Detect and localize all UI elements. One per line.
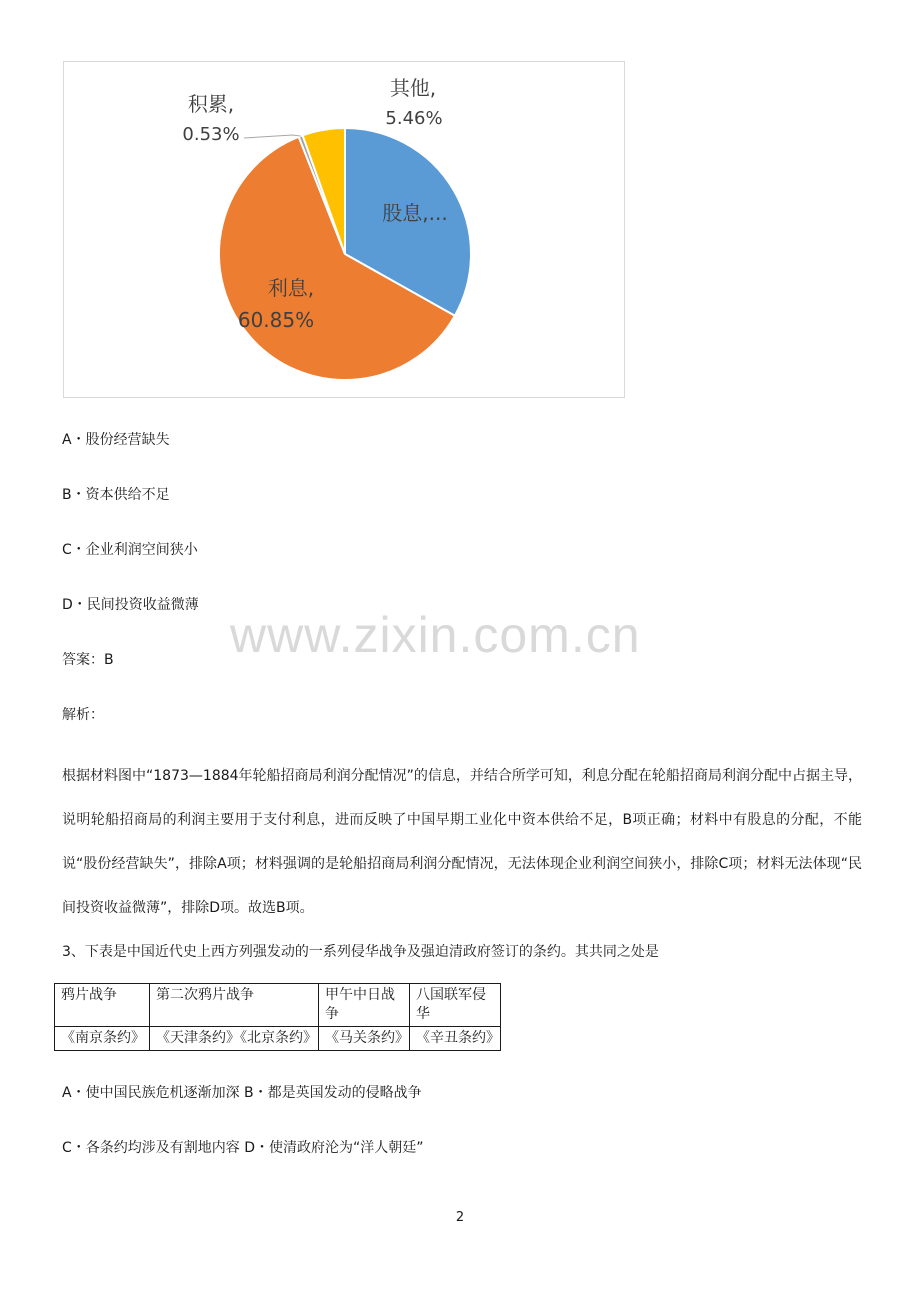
data-label-interest-value: 60.85%: [237, 308, 315, 332]
q3-options-line2: C・各条约均涉及有割地内容 D・使清政府沦为“洋人朝廷”: [62, 1140, 424, 1156]
pie-chart-svg: [64, 62, 624, 397]
treaty-cell: 《南京条约》: [55, 1027, 150, 1051]
option-a: A・股份经营缺失: [62, 432, 170, 448]
data-label-accumulation: 积累,: [187, 92, 235, 116]
page-number: 2: [455, 1210, 465, 1225]
pie-chart: [63, 61, 625, 398]
data-label-dividend: 股息,...: [382, 201, 448, 225]
treaty-cell: 《马关条约》: [319, 1027, 410, 1051]
data-label-interest: 利息,: [267, 276, 315, 300]
option-d: D・民间投资收益微薄: [62, 597, 199, 613]
table-row: [55, 984, 501, 1027]
war-cell: 甲午中日战争: [319, 984, 410, 1027]
watermark: www.zixin.com.cn: [230, 607, 641, 663]
answer: 答案：B: [62, 652, 114, 668]
treaty-cell: 《天津条约》《北京条约》: [150, 1027, 319, 1051]
option-c: C・企业利润空间狭小: [62, 542, 198, 558]
q3-options-line1: A・使中国民族危机逐渐加深 B・都是英国发动的侵略战争: [62, 1085, 422, 1101]
treaty-table: [54, 983, 501, 1051]
analysis-text: 根据材料图中“1873—1884年轮船招商局利润分配情况”的信息，并结合所学可知，利息分配在轮船招商局利润分配中占据主导，说明轮船招商局的利润主要用于支付利息，进而反映了中国早期工业化中资本供给不足，B项正确；材料中有股息的分配，不能说“股份经营缺失”，排除A项；材料强调的是轮船招商局利润分配情况，无法体现企业利润空间狭小，排除C项；材料无法体现“民间投资收益微薄”，排除D项。故选B项。: [62, 768, 862, 916]
war-cell: 鸦片战争: [55, 984, 150, 1027]
war-cell: 第二次鸦片战争: [150, 984, 319, 1027]
data-label-other: 其他,: [389, 76, 437, 100]
war-cell: 八国联军侵华: [410, 984, 501, 1027]
leader-line: [244, 135, 301, 138]
option-b: B・资本供给不足: [62, 487, 170, 503]
data-label-accumulation-value: 0.53%: [182, 124, 240, 145]
data-label-other-value: 5.46%: [385, 108, 443, 129]
treaty-cell: 《辛丑条约》: [410, 1027, 501, 1051]
analysis-label: 解析：: [62, 707, 104, 723]
table-row: [55, 1027, 501, 1051]
question-3: 3、下表是中国近代史上西方列强发动的一系列侵华战争及强迫清政府签订的条约。其共同之处是: [62, 944, 659, 960]
